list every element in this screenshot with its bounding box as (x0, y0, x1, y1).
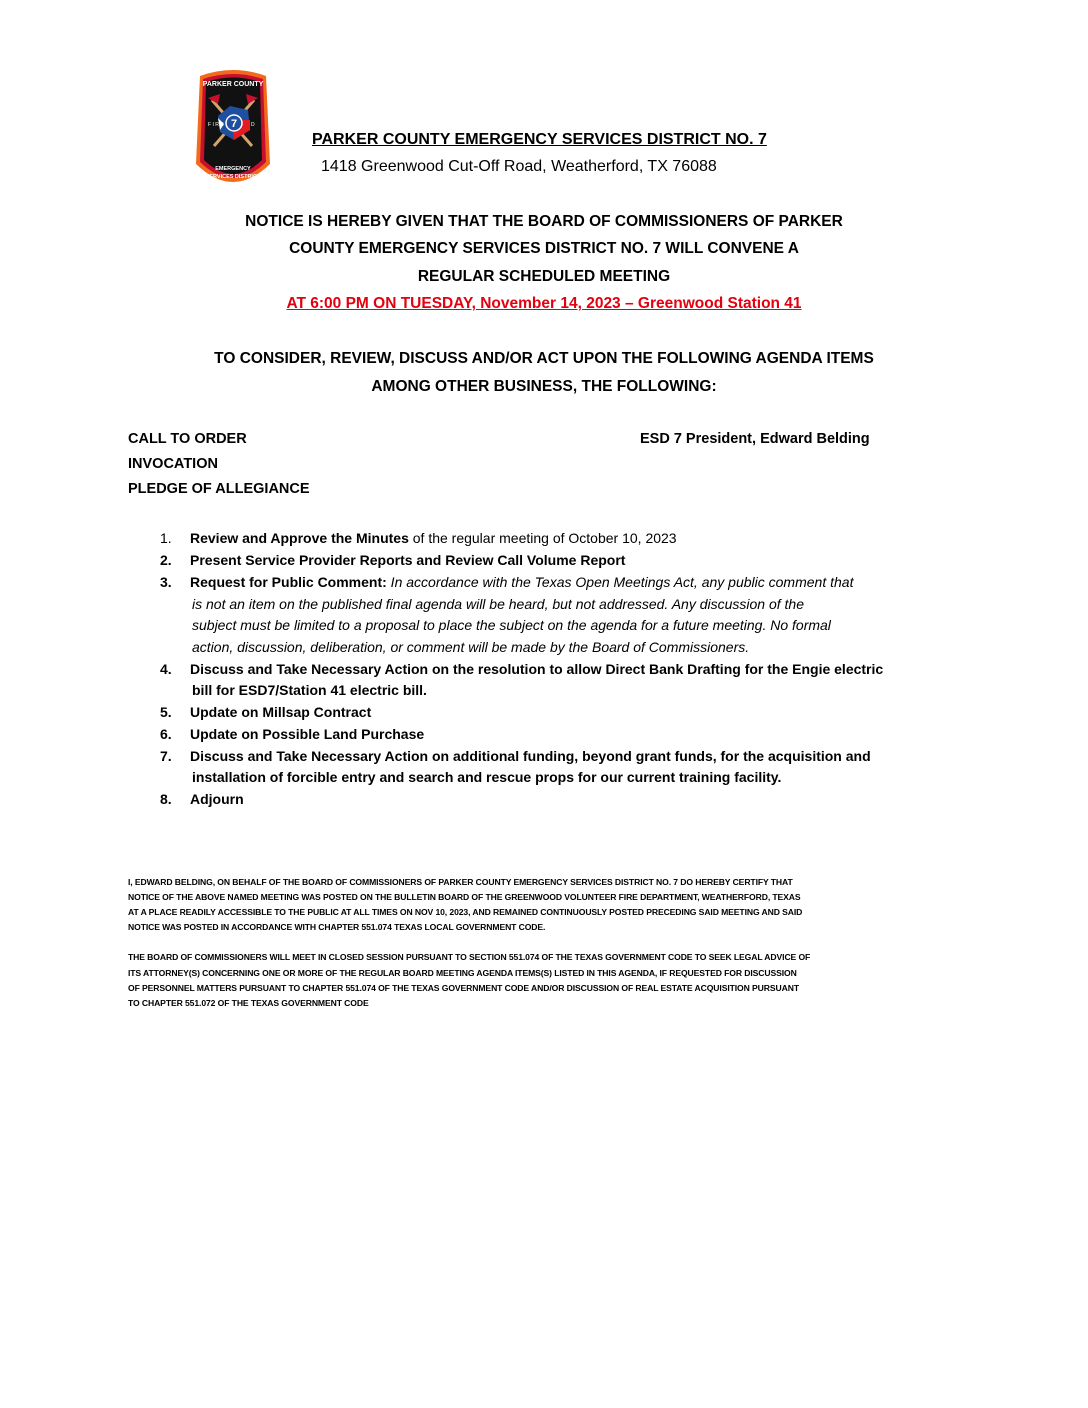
agenda-item-6: 6. Update on Possible Land Purchase (160, 726, 425, 742)
agenda-item-3-cont: is not an item on the published final agenda will be heard, but not addressed. Any discussion of the (192, 596, 804, 612)
closed-session-line: THE BOARD OF COMMISSIONERS WILL MEET IN CLOSED SESSION PURSUANT TO SECTION 551.074 OF THE TEXAS GOVERNMENT CODE TO SEEK LEGAL ADVICE OF (128, 952, 811, 962)
svg-text:SERVICES DISTRICT: SERVICES DISTRICT (205, 174, 261, 180)
agenda-item-2: 2. Present Service Provider Reports and Review Call Volume Report (160, 552, 626, 568)
org-address: 1418 Greenwood Cut-Off Road, Weatherford, TX 76088 (321, 158, 717, 175)
certification-line: AT A PLACE READILY ACCESSIBLE TO THE PUBLIC AT ALL TIMES ON NOV 10, 2023, AND REMAINED CONTINUOUSLY POSTED PRECEDING SAID MEETING AND SAID (128, 907, 803, 917)
consider-line: AMONG OTHER BUSINESS, THE FOLLOWING: (371, 378, 717, 395)
pledge: PLEDGE OF ALLEGIANCE (128, 481, 310, 497)
esd-logo-badge (194, 68, 272, 192)
agenda-item-5: 5. Update on Millsap Contract (160, 704, 372, 720)
invocation: INVOCATION (128, 456, 218, 472)
notice-line: NOTICE IS HEREBY GIVEN THAT THE BOARD OF COMMISSIONERS OF PARKER (245, 213, 843, 230)
org-name: PARKER COUNTY EMERGENCY SERVICES DISTRICT NO. 7 (312, 131, 767, 148)
agenda-item-4-cont: bill for ESD7/Station 41 electric bill. (192, 682, 427, 698)
svg-text:D: D (251, 122, 255, 128)
agenda-item-8: 8. Adjourn (160, 791, 244, 807)
certification-line: I, EDWARD BELDING, ON BEHALF OF THE BOARD OF COMMISSIONERS OF PARKER COUNTY EMERGENCY SERVICES DISTRICT NO. 7 DO HEREBY CERTIFY THAT (128, 877, 793, 887)
certification-line: NOTICE WAS POSTED IN ACCORDANCE WITH CHAPTER 551.074 TEXAS LOCAL GOVERNMENT CODE. (128, 922, 546, 932)
presider: ESD 7 President, Edward Belding (640, 431, 870, 447)
notice-line: COUNTY EMERGENCY SERVICES DISTRICT NO. 7 WILL CONVENE A (289, 240, 799, 257)
svg-text:EMERGENCY: EMERGENCY (215, 166, 251, 172)
closed-session-line: ITS ATTORNEY(S) CONCERNING ONE OR MORE OF THE REGULAR BOARD MEETING AGENDA ITEMS(S) LISTED IN THIS AGENDA, IF REQUESTED FOR DISCUSSION (128, 968, 797, 978)
svg-text:F I R E: F I R E (208, 122, 224, 128)
certification-line: NOTICE OF THE ABOVE NAMED MEETING WAS POSTED ON THE BULLETIN BOARD OF THE GREENWOOD VOLUNTEER FIRE DEPARTMENT, WEATHERFORD, TEXAS (128, 892, 801, 902)
agenda-item-7: 7. Discuss and Take Necessary Action on additional funding, beyond grant funds, for the acquisition and (160, 748, 871, 764)
closed-session-line: TO CHAPTER 551.072 OF THE TEXAS GOVERNMENT CODE (128, 998, 369, 1008)
svg-text:PARKER COUNTY: PARKER COUNTY (202, 81, 264, 88)
consider-line: TO CONSIDER, REVIEW, DISCUSS AND/OR ACT UPON THE FOLLOWING AGENDA ITEMS (214, 350, 874, 367)
agenda-item-7-cont: installation of forcible entry and search and rescue props for our current training facility. (192, 769, 782, 785)
call-to-order: CALL TO ORDER (128, 431, 247, 447)
agenda-item-1: 1. Review and Approve the Minutes of the regular meeting of October 10, 2023 (160, 530, 677, 546)
agenda-item-4: 4. Discuss and Take Necessary Action on the resolution to allow Direct Bank Drafting for the Engie electric (160, 661, 884, 677)
agenda-item-3-cont: action, discussion, deliberation, or comment will be made by the Board of Commissioners. (192, 639, 750, 655)
svg-text:7: 7 (230, 118, 238, 130)
closed-session-line: OF PERSONNEL MATTERS PURSUANT TO CHAPTER 551.074 OF THE TEXAS GOVERNMENT CODE AND/OR DISCUSSION OF REAL ESTATE ACQUISITION PURSUANT (128, 983, 799, 993)
agenda-item-3-cont: subject must be limited to a proposal to place the subject on the agenda for a future meeting. No formal (192, 617, 831, 633)
agenda-item-3: 3. Request for Public Comment: In accordance with the Texas Open Meetings Act, any public comment that (160, 574, 854, 590)
meeting-datetime: AT 6:00 PM ON TUESDAY, November 14, 2023 – Greenwood Station 41 (286, 295, 802, 312)
notice-line: REGULAR SCHEDULED MEETING (417, 268, 671, 285)
